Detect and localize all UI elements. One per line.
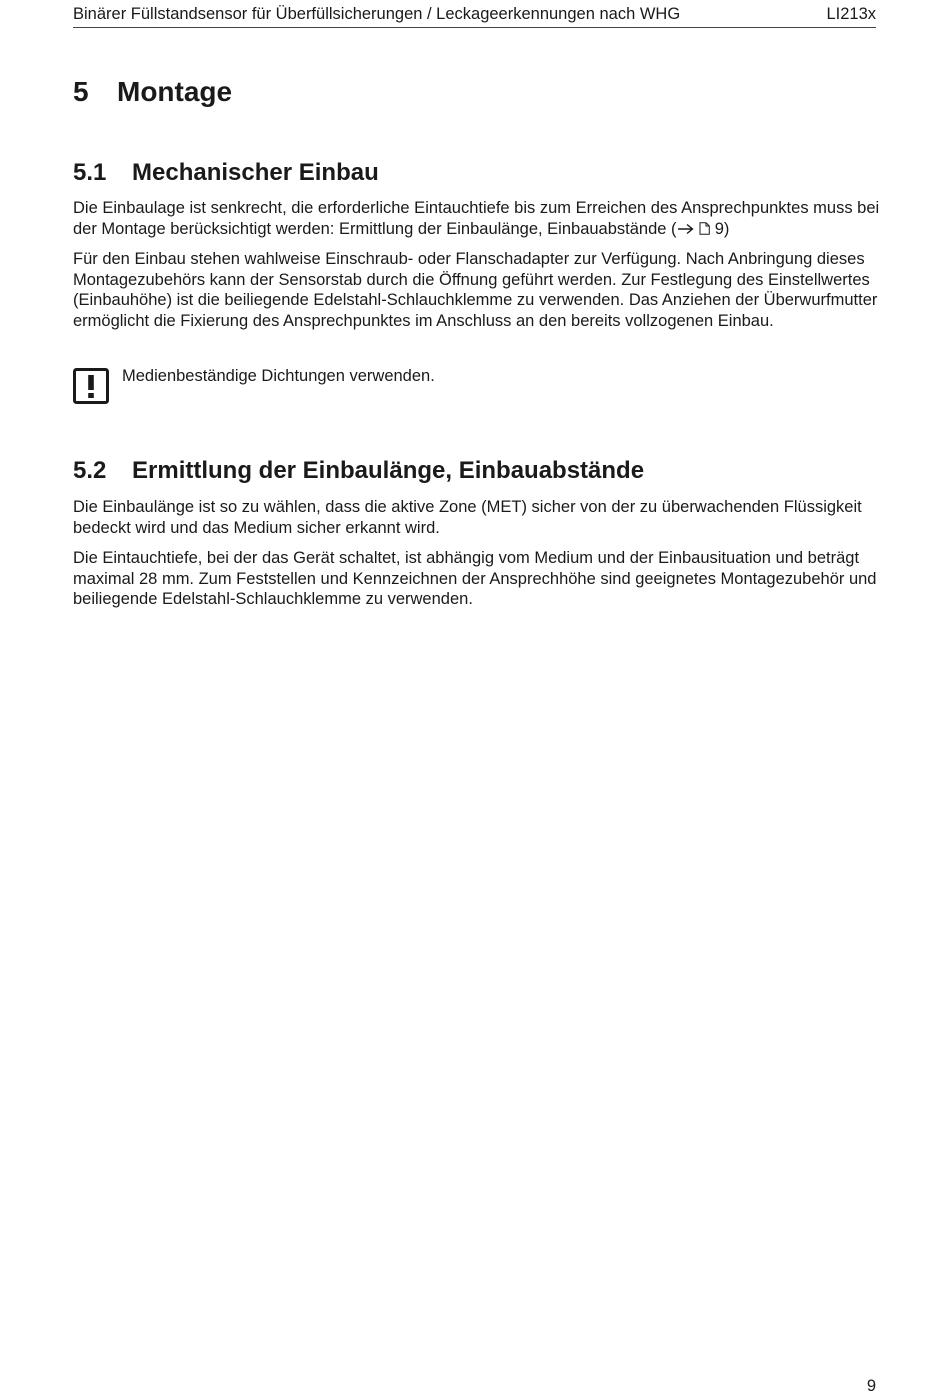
chapter-title: Montage xyxy=(117,76,233,107)
section-5-1-paragraph-1 xyxy=(73,198,883,239)
section-heading-5-2 xyxy=(73,456,644,486)
section-5-2-paragraph-1: Die Einbaulänge ist so zu wählen, dass die aktive Zone (MET) sicher von der zu überwachenden Flüssigkeit bedeckt wird und das Medium sicher erkannt wird. xyxy=(73,498,862,537)
section-5-2-paragraph-2: Die Eintauchtiefe, bei der das Gerät schaltet, ist abhängig vom Medium und der Einbausituation und beträgt maximal 28 mm. Zum Feststellen und Kennzeichnen der Ansprechhöhe sind geeignetes Montagezubehör und beiliegende Edelstahl-Schlauchklemme zu verwenden. xyxy=(73,549,877,608)
section-number: 5.2 xyxy=(73,457,107,484)
page-number: 9 xyxy=(866,1377,876,1395)
header-title: Binärer Füllstandsensor für Überfüllsicherungen / Leckageerkennungen nach WHG xyxy=(73,5,681,23)
section-number: 5.1 xyxy=(73,159,107,186)
exclamation-box-icon xyxy=(73,368,109,404)
section-title: Mechanischer Einbau xyxy=(132,159,379,186)
section-heading-5-1 xyxy=(73,158,379,188)
page-icon xyxy=(699,219,710,240)
reference-page-number[interactable]: 9 xyxy=(714,219,724,238)
arrow-right-icon xyxy=(677,219,695,240)
reference-close: ) xyxy=(723,219,730,238)
section-title: Ermittlung der Einbaulänge, Einbauabstände xyxy=(132,457,645,484)
paragraph-text: Die Einbaulage ist senkrecht, die erforderliche Eintauchtiefe bis zum Erreichen des Ansprechpunktes muss bei der Montage berücksichtigt werden: Ermittlung der Einbaulänge, Einbauabstände ( xyxy=(73,199,880,238)
header-model: LI213x xyxy=(826,5,876,23)
chapter-number: 5 xyxy=(73,76,89,107)
section-5-1-paragraph-2: Für den Einbau stehen wahlweise Einschraub- oder Flanschadapter zur Verfügung. Nach Anbringung dieses Montagezubehörs kann der Sensorstab durch die Öffnung geführt werden. Zur Festlegung des Einstellwertes (Einbauhöhe) ist die beiliegende Edelstahl-Schlauchklemme zu verwenden. Das Anziehen der Überwurfmutter ermöglicht die Fixierung des Ansprechpunktes im Anschluss an den bereits vollzogenen Einbau. xyxy=(73,250,878,330)
page-header xyxy=(73,4,876,28)
chapter-heading xyxy=(73,74,232,110)
warning-note: Medienbeständige Dichtungen verwenden. xyxy=(122,367,435,385)
